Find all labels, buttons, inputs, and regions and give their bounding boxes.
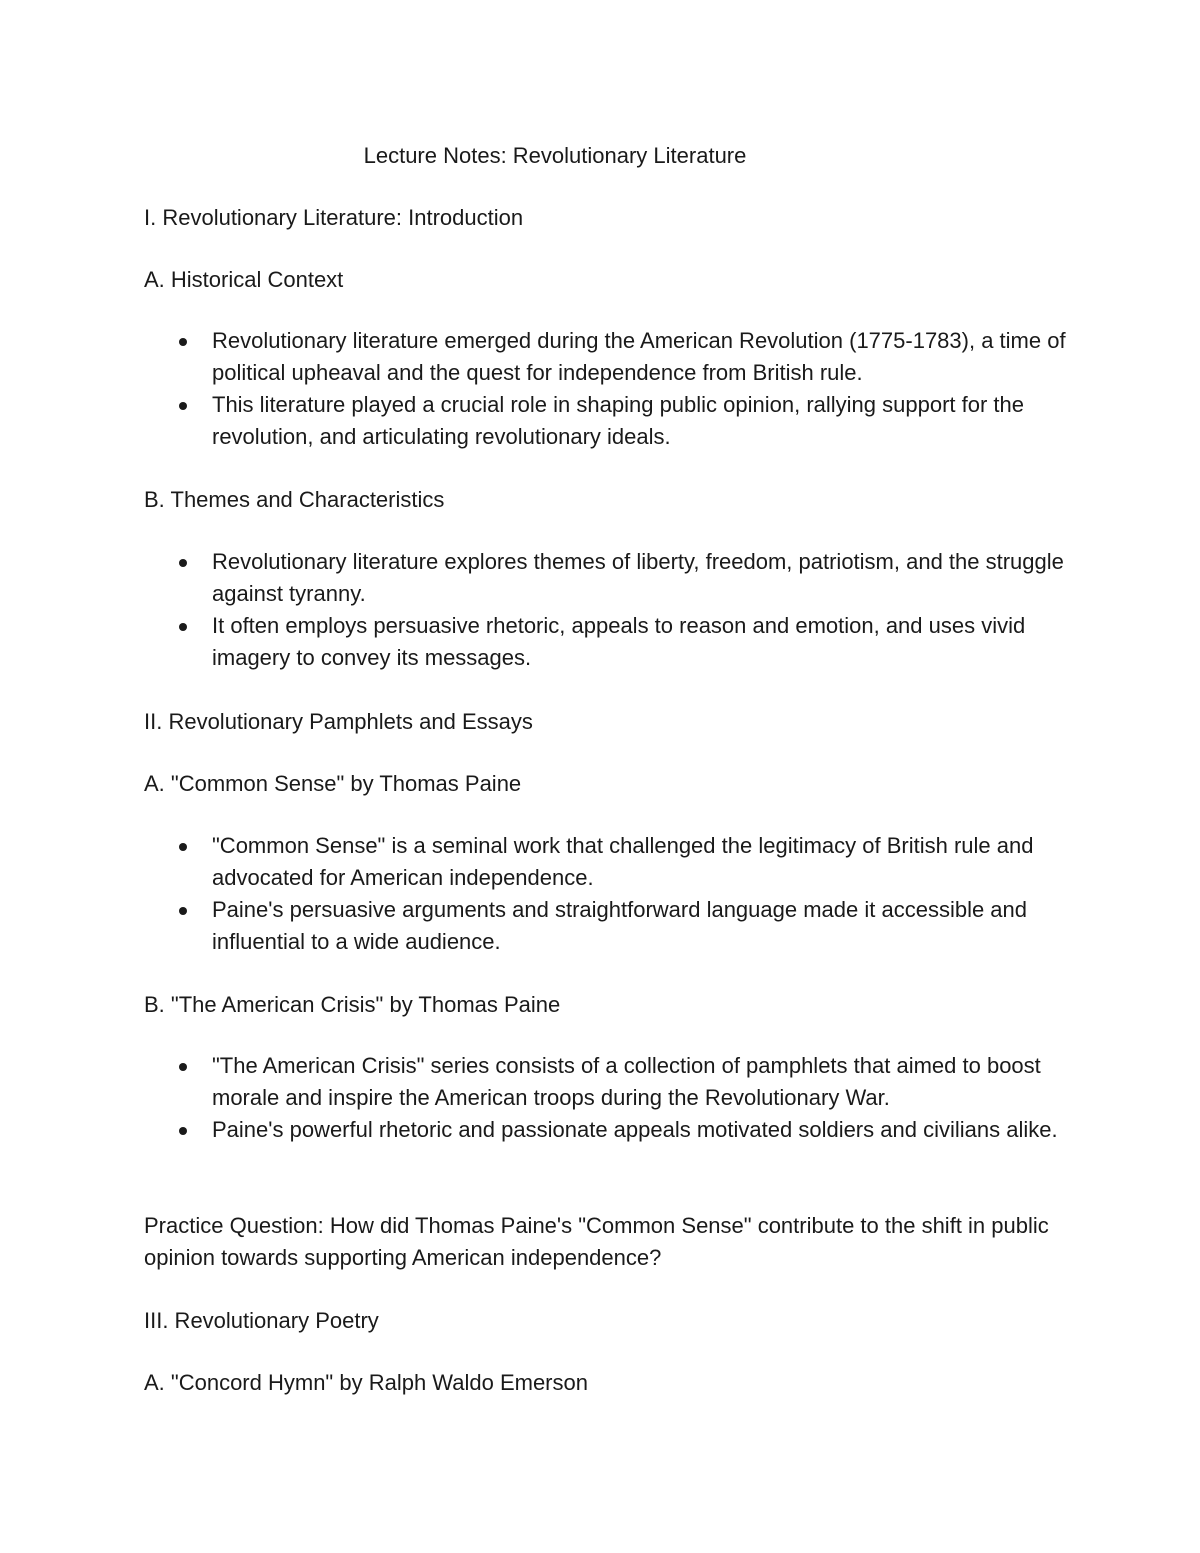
- list-item: [144, 830, 1074, 894]
- bullet-text: This literature played a crucial role in shaping public opinion, rallying support for the revolution, and articulating revolutionary ideals.: [212, 392, 1025, 449]
- bullet-icon: [179, 338, 187, 346]
- bullet-text: "Common Sense" is a seminal work that challenged the legitimacy of British rule and advocated for American independence.: [212, 833, 1034, 890]
- list-item: [144, 894, 1074, 958]
- document-title: Lecture Notes: Revolutionary Literature: [363, 143, 747, 168]
- practice-question: Practice Question: How did Thomas Paine's "Common Sense" contribute to the shift in public opinion towards supporting American independence?: [144, 1213, 1049, 1270]
- section-3-heading: III. Revolutionary Poetry: [144, 1308, 379, 1333]
- bullet-text: Revolutionary literature explores themes of liberty, freedom, patriotism, and the struggle against tyranny.: [212, 549, 1064, 606]
- bullet-icon: [179, 559, 187, 567]
- section-2b-bullet-list: [144, 1050, 1074, 1146]
- bullet-icon: [179, 1127, 187, 1135]
- list-item: [144, 389, 1074, 453]
- list-item: [144, 546, 1074, 610]
- bullet-icon: [179, 623, 187, 631]
- section-1a-bullet-list: [144, 325, 1074, 453]
- bullet-text: Paine's persuasive arguments and straightforward language made it accessible and influential to a wide audience.: [212, 897, 1028, 954]
- bullet-text: It often employs persuasive rhetoric, appeals to reason and emotion, and uses vivid imagery to convey its messages.: [212, 613, 1026, 670]
- section-2a-heading: A. "Common Sense" by Thomas Paine: [144, 771, 522, 796]
- bullet-icon: [179, 402, 187, 410]
- bullet-icon: [179, 843, 187, 851]
- section-2a-bullet-list: [144, 830, 1074, 958]
- list-item: [144, 1114, 1074, 1146]
- list-item: [144, 610, 1074, 674]
- bullet-icon: [179, 907, 187, 915]
- section-1a-heading: A. Historical Context: [144, 267, 344, 292]
- bullet-text: "The American Crisis" series consists of a collection of pamphlets that aimed to boost morale and inspire the American troops during the Revolutionary War.: [212, 1053, 1041, 1110]
- section-3a-heading: A. "Concord Hymn" by Ralph Waldo Emerson: [144, 1370, 588, 1395]
- section-2-heading: II. Revolutionary Pamphlets and Essays: [144, 709, 533, 734]
- section-1-heading: I. Revolutionary Literature: Introduction: [144, 205, 524, 230]
- list-item: [144, 325, 1074, 389]
- section-1b-heading: B. Themes and Characteristics: [144, 487, 445, 512]
- bullet-text: Revolutionary literature emerged during the American Revolution (1775-1783), a time of political upheaval and the quest for independence from British rule.: [212, 328, 1066, 385]
- bullet-icon: [179, 1063, 187, 1071]
- section-2b-heading: B. "The American Crisis" by Thomas Paine: [144, 992, 561, 1017]
- section-1b-bullet-list: [144, 546, 1074, 674]
- list-item: [144, 1050, 1074, 1114]
- bullet-text: Paine's powerful rhetoric and passionate appeals motivated soldiers and civilians alike.: [212, 1117, 1058, 1142]
